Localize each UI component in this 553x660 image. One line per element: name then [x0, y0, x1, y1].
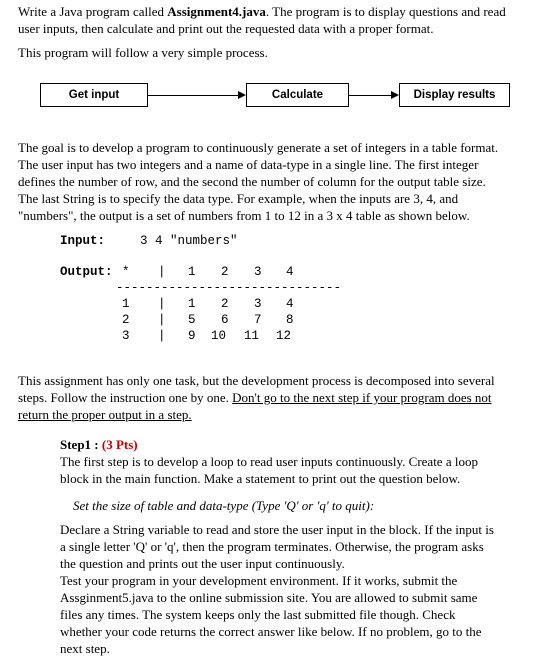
table-row-sep: |: [158, 329, 166, 343]
step1-section: [60, 436, 540, 487]
assignment-line: This assignment has only one task, but the development process is decomposed into several: [18, 373, 495, 388]
step1-desc-line: block in the main function. Make a statement to print out the question below.: [60, 471, 461, 486]
intro-line-1: [18, 3, 538, 20]
assignment-text: steps. Follow the instruction one by one.: [18, 390, 233, 405]
goal-line: defines the number of row, and the second the number of column for the output table size.: [18, 174, 486, 189]
goal-paragraph: [18, 139, 538, 224]
step1-body-line: whether your code returns the correct answer like below. If no problem, go to the: [60, 624, 482, 639]
table-cell: 2: [221, 297, 229, 311]
step1-heading: [60, 436, 540, 453]
table-row-label: 1: [122, 297, 130, 311]
step1-points: (3 Pts): [101, 437, 138, 452]
step1-body-line: Declare a String variable to read and store the user input in the block. If the input is: [60, 522, 494, 537]
assignment-paragraph: [18, 372, 538, 423]
table-cell: 4: [286, 297, 294, 311]
table-cell: 5: [188, 313, 196, 327]
warning-underlined-text: Don't go to the next step if your program does not: [232, 390, 492, 405]
table-cell: 6: [221, 313, 229, 327]
goal-line: "numbers", the output is a set of numbers from 1 to 12 in a 3 x 4 table as shown below.: [18, 208, 470, 223]
table-header-col: 1: [188, 265, 196, 279]
table-cell: 1: [188, 297, 196, 311]
flow-arrow-line: [349, 95, 393, 96]
process-sentence: This program will follow a very simple process.: [18, 45, 268, 60]
arrow-right-icon: [238, 91, 246, 99]
table-cell: 8: [286, 313, 294, 327]
table-cell: 12: [276, 329, 292, 343]
intro-paragraph: [18, 3, 538, 37]
step1-body-line: the question and prints out the user input continuously.: [60, 556, 345, 571]
table-row-sep: |: [158, 297, 166, 311]
table-row-label: 2: [122, 313, 130, 327]
table-cell: 11: [244, 329, 260, 343]
table-header-col: 3: [254, 265, 262, 279]
intro-text: . The program is to display questions and read: [265, 4, 506, 19]
table-corner: *: [122, 265, 130, 279]
step1-body-line: Assginment5.java to the online submission site. You are allowed to submit same: [60, 590, 478, 605]
arrow-right-icon: [391, 91, 399, 99]
table-cell: 10: [211, 329, 227, 343]
table-cell: 3: [254, 297, 262, 311]
input-label: Input:: [60, 234, 106, 248]
flow-box-display-results: Display results: [399, 83, 510, 107]
table-cell: 7: [254, 313, 262, 327]
table-divider: ------------------------------: [116, 281, 342, 295]
step1-desc-line: The first step is to develop a loop to read user inputs continuously. Create a loop: [60, 454, 478, 469]
step1-prompt: Set the size of table and data-type (Type 'Q' or 'q' to quit):: [73, 498, 375, 513]
process-flow-diagram: [40, 83, 510, 109]
warning-underlined-text: return the proper output in a step.: [18, 407, 192, 422]
step1-body: [60, 521, 540, 657]
table-header-col: 4: [286, 265, 294, 279]
goal-line: The user input has two integers and a name of data-type in a single line. The first integer: [18, 157, 479, 172]
flow-arrow-line: [148, 95, 240, 96]
table-header-col: 2: [221, 265, 229, 279]
step1-body-line: Test your program in your development environment. If it works, submit the: [60, 573, 458, 588]
table-row-sep: |: [158, 313, 166, 327]
filename-bold: Assignment4.java: [167, 4, 266, 19]
flow-box-get-input: Get input: [40, 83, 148, 107]
intro-text: Write a Java program called: [18, 4, 168, 19]
table-cell: 9: [188, 329, 196, 343]
step1-body-line: a single letter 'Q' or 'q', then the program terminates. Otherwise, the program asks: [60, 539, 484, 554]
table-row-label: 3: [122, 329, 130, 343]
output-label: Output:: [60, 265, 113, 279]
goal-line: The goal is to develop a program to continuously generate a set of integers in a table format.: [18, 140, 499, 155]
assignment-line: [18, 389, 538, 406]
input-value: 3 4 "numbers": [140, 234, 238, 248]
table-header-sep: |: [158, 265, 166, 279]
intro-line-2: user inputs, then calculate and print out the requested data with a proper format.: [18, 21, 434, 36]
step1-title: Step1 :: [60, 437, 102, 452]
step1-body-line: next step.: [60, 641, 110, 656]
step1-body-line: files any times. The system keeps only the last submitted file though. Check: [60, 607, 456, 622]
flow-box-calculate: Calculate: [246, 83, 349, 107]
goal-line: The last String is to specify the data type. For example, when the inputs are 3, 4, and: [18, 191, 459, 206]
